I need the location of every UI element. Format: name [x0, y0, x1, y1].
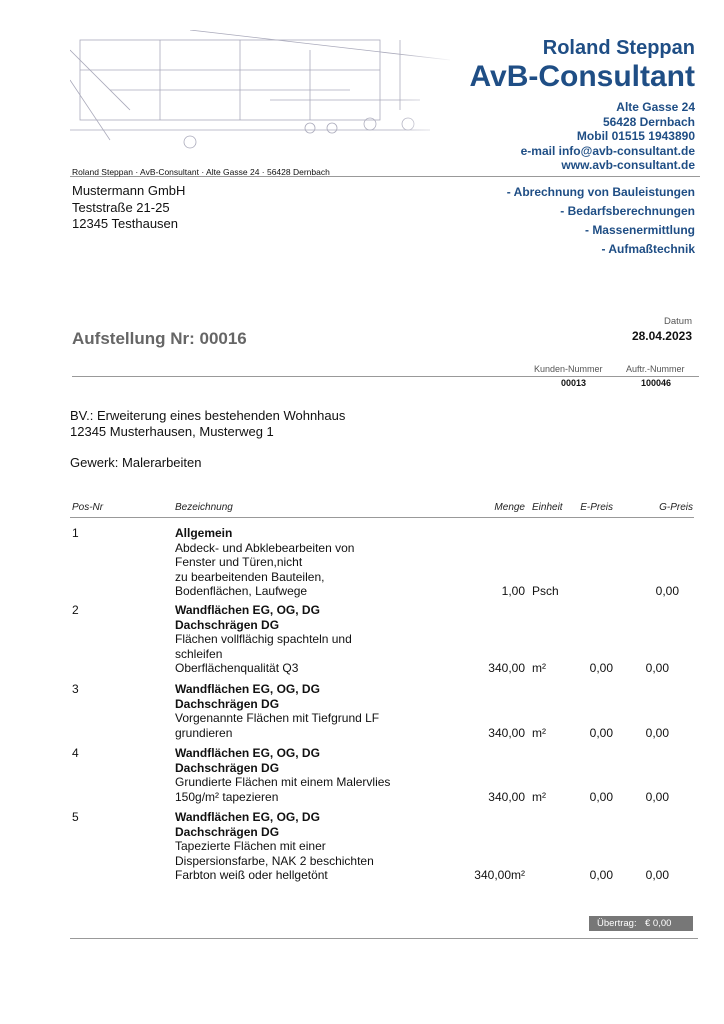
- sender-line: Roland Steppan · AvB-Consultant · Alte Gasse 24 · 56428 Dernbach: [72, 167, 330, 177]
- item-description: [175, 810, 374, 883]
- g-preis: 0,00: [645, 725, 669, 740]
- einheit: m²: [532, 661, 546, 675]
- item-text: grundieren: [175, 725, 233, 740]
- item-text: Fenster und Türen,nicht: [175, 555, 303, 569]
- item-description: [175, 526, 354, 599]
- item-heading: Dachschrägen DG: [175, 760, 280, 775]
- item-heading: Wandflächen EG, OG, DG: [175, 603, 320, 617]
- col-epreis: E-Preis: [580, 502, 613, 513]
- item-text: Farbton weiß oder hellgetönt: [175, 868, 328, 882]
- item-text: schleifen: [175, 646, 223, 661]
- einheit: m²: [532, 789, 546, 804]
- document-title: Aufstellung Nr: 00016: [72, 329, 247, 348]
- item-text: 150g/m² tapezieren: [175, 789, 279, 804]
- kunden-label: Kunden-Nummer: [534, 364, 603, 374]
- item-text: Grundierte Flächen mit einem Malervlies: [175, 775, 391, 789]
- menge: 340,00: [488, 789, 525, 804]
- auftr-label: Auftr.-Nummer: [626, 364, 685, 374]
- pos-nr: 1: [72, 526, 79, 540]
- uebertrag-label: Übertrag:: [597, 918, 637, 929]
- item-heading: Allgemein: [175, 526, 233, 540]
- menge: 340,00: [488, 661, 525, 675]
- service-item: - Abrechnung von Bauleistungen: [506, 185, 695, 199]
- g-preis: 0,00: [655, 584, 679, 598]
- col-menge: Menge: [494, 502, 525, 513]
- col-einheit: Einheit: [532, 502, 563, 513]
- e-preis: 0,00: [589, 868, 613, 882]
- recipient-address: [72, 183, 185, 233]
- col-pos: Pos-Nr: [72, 502, 104, 513]
- address-email[interactable]: e-mail info@avb-consultant.de: [520, 143, 695, 158]
- gewerk: Gewerk: Malerarbeiten: [70, 455, 202, 470]
- item-heading: Dachschrägen DG: [175, 617, 280, 632]
- company-brand: AvB-Consultant: [469, 60, 695, 93]
- table-header-divider: [70, 517, 694, 518]
- service-item: - Bedarfsberechnungen: [560, 204, 695, 218]
- e-preis: 0,00: [589, 789, 613, 804]
- e-preis: 0,00: [589, 725, 613, 740]
- company-address: [521, 100, 695, 173]
- uebertrag-box: [589, 916, 693, 931]
- g-preis: 0,00: [645, 789, 669, 804]
- item-text: Flächen vollflächig spachteln und: [175, 632, 352, 646]
- address-website[interactable]: www.avb-consultant.de: [561, 158, 695, 172]
- date-label: Datum: [664, 316, 692, 327]
- einheit: m²: [532, 725, 546, 740]
- item-text: zu bearbeitenden Bauteilen,: [175, 569, 325, 584]
- g-preis: 0,00: [645, 868, 669, 882]
- uebertrag-value: € 0,00: [645, 918, 672, 929]
- date-value: 28.04.2023: [631, 329, 692, 343]
- menge: 340,00: [488, 725, 525, 740]
- pos-nr: 2: [72, 603, 79, 617]
- recipient-city: 12345 Testhausen: [72, 216, 179, 231]
- item-description: [175, 603, 352, 676]
- auftr-value: 100046: [641, 378, 672, 388]
- item-heading: Dachschrägen DG: [175, 696, 280, 711]
- item-heading: Dachschrägen DG: [175, 824, 280, 839]
- recipient-street: Teststraße 21-25: [72, 199, 170, 215]
- item-text: Oberflächenqualität Q3: [175, 661, 299, 675]
- blueprint-image: [70, 30, 456, 152]
- project-title: BV.: Erweiterung eines bestehenden Wohnhaus: [70, 408, 346, 423]
- item-text: Dispersionsfarbe, NAK 2 beschichten: [175, 853, 374, 868]
- item-text: Bodenflächen, Laufwege: [175, 584, 308, 598]
- item-text: Tapezierte Flächen mit einer: [175, 839, 326, 853]
- address-phone: Mobil 01515 1943890: [576, 129, 695, 143]
- company-name: Roland Steppan: [542, 37, 695, 59]
- pos-nr: 5: [72, 810, 79, 824]
- g-preis: 0,00: [645, 661, 669, 675]
- project-info: [70, 408, 345, 440]
- col-bez: Bezeichnung: [175, 502, 233, 513]
- footer-divider: [70, 938, 698, 939]
- address-street: Alte Gasse 24: [616, 100, 695, 114]
- item-heading: Wandflächen EG, OG, DG: [175, 746, 320, 760]
- kunden-value: 00013: [561, 378, 587, 388]
- menge: 340,00m²: [474, 868, 525, 882]
- pos-nr: 4: [72, 746, 79, 760]
- address-city: 56428 Dernbach: [602, 114, 695, 129]
- item-heading: Wandflächen EG, OG, DG: [175, 682, 320, 696]
- pos-nr: 3: [72, 682, 79, 696]
- einheit: Psch: [532, 584, 559, 598]
- meta-divider: [72, 376, 699, 377]
- menge: 1,00: [501, 584, 525, 598]
- item-description: [175, 682, 379, 740]
- services-list: [507, 183, 695, 259]
- project-address: 12345 Musterhausen, Musterweg 1: [70, 424, 274, 439]
- recipient-name: Mustermann GmbH: [72, 183, 186, 198]
- e-preis: 0,00: [589, 661, 613, 675]
- item-description: [175, 746, 390, 804]
- item-heading: Wandflächen EG, OG, DG: [175, 810, 320, 824]
- col-gpreis: G-Preis: [659, 502, 693, 513]
- item-text: Abdeck- und Abklebearbeiten von: [175, 540, 355, 555]
- service-item: - Aufmaßtechnik: [601, 242, 695, 256]
- service-item: - Massenermittlung: [584, 223, 695, 237]
- item-text: Vorgenannte Flächen mit Tiefgrund LF: [175, 711, 380, 725]
